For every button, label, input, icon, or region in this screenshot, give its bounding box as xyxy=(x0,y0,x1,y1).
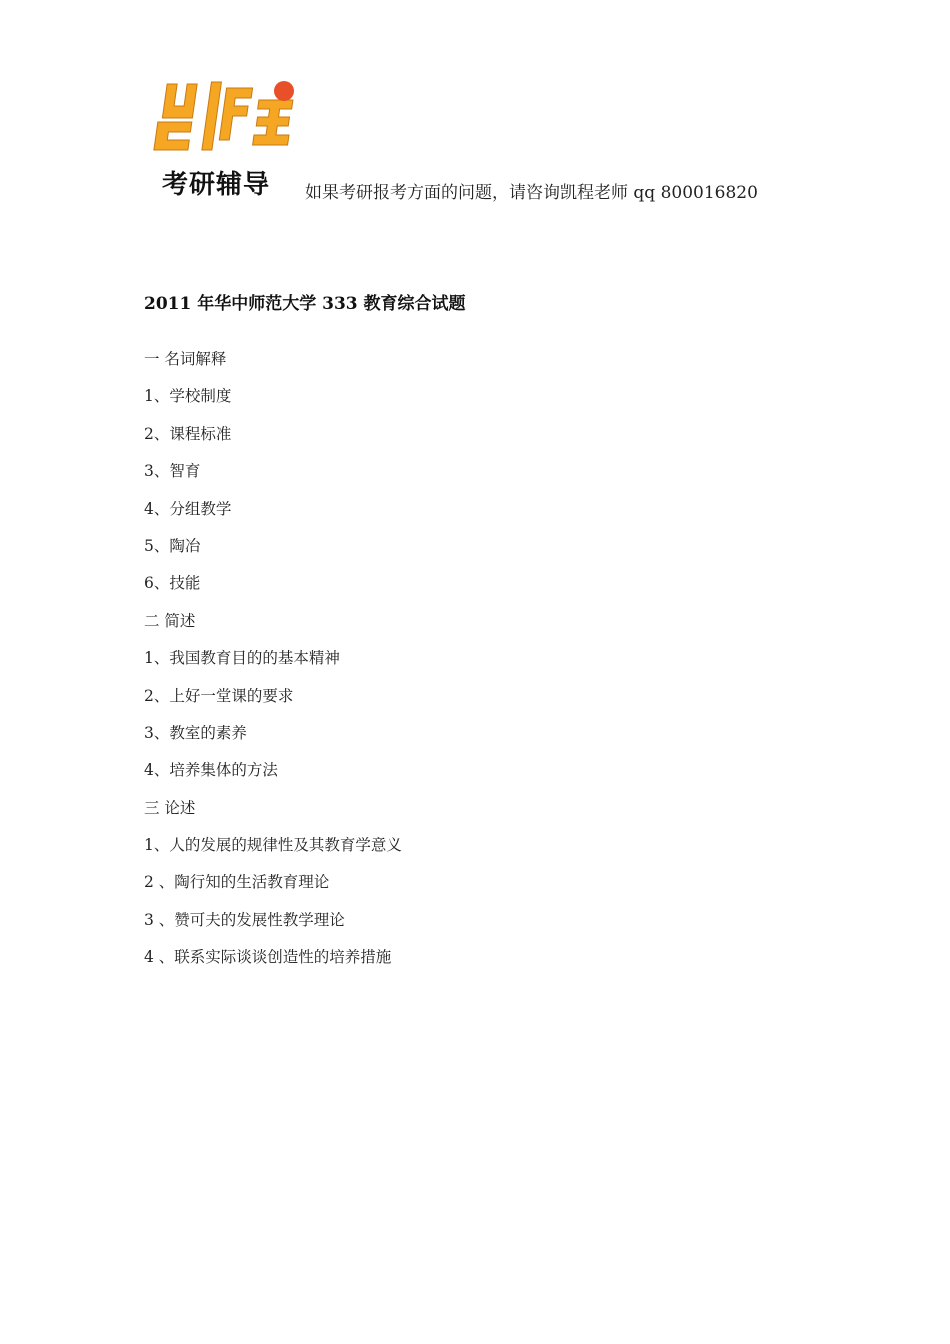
logo-caption: 考研辅导 xyxy=(162,170,271,200)
logo-dot-icon xyxy=(274,81,294,101)
question-item: 4 、联系实际谈谈创造性的培养措施 xyxy=(144,948,392,967)
question-item: 3、智育 xyxy=(144,462,201,481)
question-item: 2、课程标准 xyxy=(144,424,232,443)
question-item: 6、技能 xyxy=(144,574,201,593)
question-item: 4、分组教学 xyxy=(144,499,232,518)
question-item: 2 、陶行知的生活教育理论 xyxy=(144,873,330,892)
question-item: 3、教室的素养 xyxy=(144,723,247,742)
question-item: 3 、赞可夫的发展性教学理论 xyxy=(144,910,345,929)
contact-info: 如果考研报考方面的问题，请咨询凯程老师 qq 800016820 xyxy=(305,183,758,203)
logo-mark-icon xyxy=(150,78,302,162)
question-item: 2、上好一堂课的要求 xyxy=(144,686,294,705)
document-title: 2011 年华中师范大学 333 教育综合试题 xyxy=(144,294,466,314)
question-item: 1、我国教育目的的基本精神 xyxy=(144,649,340,668)
question-list xyxy=(144,348,402,984)
brand-logo xyxy=(150,78,302,198)
question-item: 1、学校制度 xyxy=(144,387,232,406)
section-heading-essay: 三 论述 xyxy=(144,798,196,817)
question-item: 4、培养集体的方法 xyxy=(144,761,278,780)
section-heading-short-answer: 二 简述 xyxy=(144,611,196,630)
question-item: 1、人的发展的规律性及其教育学意义 xyxy=(144,836,402,855)
question-item: 5、陶冶 xyxy=(144,536,201,555)
section-heading-terms: 一 名词解释 xyxy=(144,350,227,368)
